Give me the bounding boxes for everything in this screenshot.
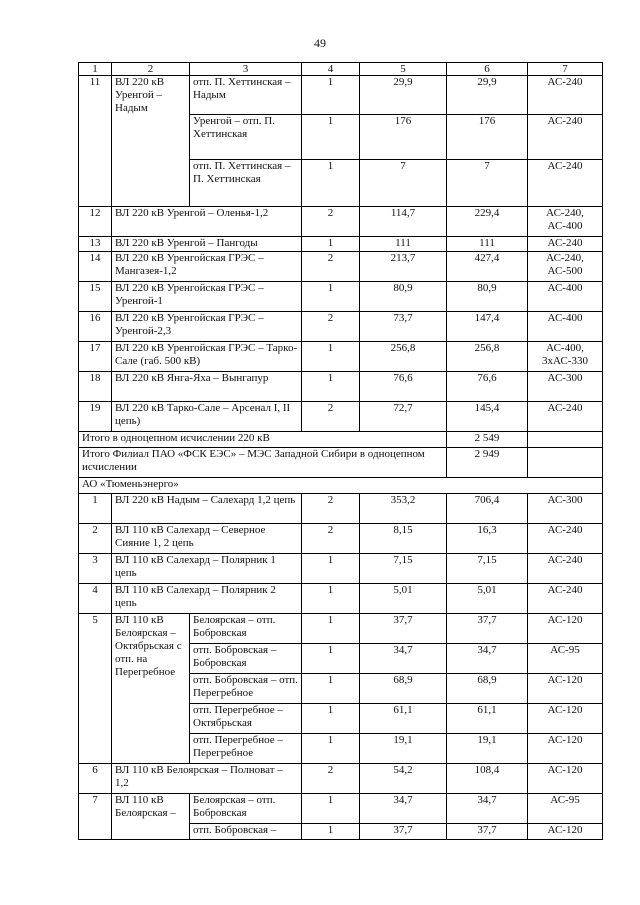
circuit-count: 1	[302, 614, 360, 644]
circuit-count: 1	[302, 674, 360, 704]
line-name: ВЛ 110 кВ Салехард – Северное Сияние 1, 2 цепь	[112, 524, 302, 554]
power-lines-table	[78, 62, 603, 840]
length-km: 73,7	[360, 312, 447, 342]
single-circuit-length: 229,4	[447, 207, 528, 237]
single-circuit-length: 80,9	[447, 282, 528, 312]
single-circuit-length: 61,1	[447, 704, 528, 734]
wire-grade: АС-240	[528, 524, 603, 554]
length-km: 29,9	[360, 76, 447, 115]
length-km: 54,2	[360, 764, 447, 794]
length-km: 111	[360, 237, 447, 252]
circuit-count: 1	[302, 282, 360, 312]
single-circuit-length: 176	[447, 115, 528, 160]
single-circuit-length: 37,7	[447, 614, 528, 644]
length-km: 68,9	[360, 674, 447, 704]
table-row	[79, 312, 603, 342]
wire-grade: АС-240	[528, 237, 603, 252]
line-name: ВЛ 220 кВ Надым – Салехард 1,2 цепь	[112, 494, 302, 524]
segment-name: Уренгой – отп. П. Хеттинская	[190, 115, 302, 160]
line-name: ВЛ 220 кВ Уренгойская ГРЭС – Мангазея-1,2	[112, 252, 302, 282]
line-name: ВЛ 220 кВ Уренгой – Надым	[112, 76, 190, 207]
row-number: 1	[79, 494, 112, 524]
wire-grade: АС-95	[528, 644, 603, 674]
length-km: 114,7	[360, 207, 447, 237]
line-name: ВЛ 220 кВ Уренгойская ГРЭС – Уренгой-1	[112, 282, 302, 312]
header-cell: 2	[112, 63, 190, 76]
table-row	[79, 76, 603, 115]
header-cell: 6	[447, 63, 528, 76]
table-row	[79, 764, 603, 794]
table-row	[79, 794, 603, 824]
circuit-count: 1	[302, 554, 360, 584]
single-circuit-length: 5,01	[447, 584, 528, 614]
section-title: АО «Тюменьэнерго»	[79, 478, 603, 494]
single-circuit-length: 34,7	[447, 794, 528, 824]
header-cell: 5	[360, 63, 447, 76]
segment-name: отп. П. Хеттинская – П. Хеттинская	[190, 160, 302, 207]
table-row	[79, 282, 603, 312]
total-label: Итого в одноцепном исчислении 220 кВ	[79, 432, 447, 448]
row-number: 5	[79, 614, 112, 764]
wire-grade: АС-240	[528, 76, 603, 115]
row-number: 2	[79, 524, 112, 554]
wire-grade: АС-300	[528, 494, 603, 524]
wire-grade: АС-240, АС-400	[528, 207, 603, 237]
line-name: ВЛ 220 кВ Янга-Яха – Вынгапур	[112, 372, 302, 402]
wire-grade: АС-240, АС-500	[528, 252, 603, 282]
line-name: ВЛ 110 кВ Белоярская – Октябрьская с отп. на Перегребное	[112, 614, 190, 764]
length-km: 34,7	[360, 644, 447, 674]
segment-name: отп. Перегребное – Октябрьская	[190, 704, 302, 734]
segment-name: отп. П. Хеттинская – Надым	[190, 76, 302, 115]
circuit-count: 2	[302, 312, 360, 342]
row-number: 17	[79, 342, 112, 372]
length-km: 256,8	[360, 342, 447, 372]
row-number: 4	[79, 584, 112, 614]
single-circuit-length: 145,4	[447, 402, 528, 432]
line-name: ВЛ 110 кВ Салехард – Полярник 1 цепь	[112, 554, 302, 584]
row-number: 12	[79, 207, 112, 237]
row-number: 13	[79, 237, 112, 252]
single-circuit-length: 19,1	[447, 734, 528, 764]
single-circuit-length: 7,15	[447, 554, 528, 584]
wire-grade: АС-240	[528, 584, 603, 614]
empty-cell	[528, 448, 603, 478]
circuit-count: 1	[302, 76, 360, 115]
wire-grade: АС-240	[528, 160, 603, 207]
wire-grade: АС-240	[528, 115, 603, 160]
wire-grade: АС-300	[528, 372, 603, 402]
length-km: 61,1	[360, 704, 447, 734]
single-circuit-length: 7	[447, 160, 528, 207]
segment-name: отп. Перегребное – Перегребное	[190, 734, 302, 764]
wire-grade: АС-120	[528, 674, 603, 704]
row-number: 3	[79, 554, 112, 584]
length-km: 8,15	[360, 524, 447, 554]
wire-grade: АС-240	[528, 554, 603, 584]
total-label: Итого Филиал ПАО «ФСК ЕЭС» – МЭС Западной Сибири в одноцепном исчислении	[79, 448, 447, 478]
length-km: 5,01	[360, 584, 447, 614]
row-number: 6	[79, 764, 112, 794]
single-circuit-length: 427,4	[447, 252, 528, 282]
circuit-count: 2	[302, 252, 360, 282]
page-number: 49	[314, 36, 326, 50]
wire-grade: АС-400, 3хАС-330	[528, 342, 603, 372]
total-row	[79, 432, 603, 448]
length-km: 37,7	[360, 824, 447, 840]
line-name: ВЛ 220 кВ Уренгойская ГРЭС – Уренгой-2,3	[112, 312, 302, 342]
row-number: 14	[79, 252, 112, 282]
circuit-count: 1	[302, 160, 360, 207]
single-circuit-length: 29,9	[447, 76, 528, 115]
circuit-count: 1	[302, 342, 360, 372]
table-row	[79, 402, 603, 432]
single-circuit-length: 706,4	[447, 494, 528, 524]
row-number: 18	[79, 372, 112, 402]
table-row	[79, 584, 603, 614]
circuit-count: 1	[302, 115, 360, 160]
segment-name: отп. Бобровская –	[190, 824, 302, 840]
circuit-count: 2	[302, 524, 360, 554]
circuit-count: 1	[302, 237, 360, 252]
circuit-count: 1	[302, 704, 360, 734]
single-circuit-length: 16,3	[447, 524, 528, 554]
circuit-count: 1	[302, 372, 360, 402]
row-number: 11	[79, 76, 112, 207]
length-km: 34,7	[360, 794, 447, 824]
header-cell: 7	[528, 63, 603, 76]
wire-grade: АС-240	[528, 402, 603, 432]
table-row	[79, 237, 603, 252]
length-km: 353,2	[360, 494, 447, 524]
single-circuit-length: 76,6	[447, 372, 528, 402]
circuit-count: 1	[302, 794, 360, 824]
circuit-count: 1	[302, 584, 360, 614]
single-circuit-length: 256,8	[447, 342, 528, 372]
single-circuit-length: 111	[447, 237, 528, 252]
length-km: 176	[360, 115, 447, 160]
table-row	[79, 207, 603, 237]
wire-grade: АС-120	[528, 764, 603, 794]
table-row	[79, 252, 603, 282]
total-row	[79, 448, 603, 478]
segment-name: Белоярская – отп. Бобровская	[190, 614, 302, 644]
total-value: 2 949	[447, 448, 528, 478]
single-circuit-length: 147,4	[447, 312, 528, 342]
segment-name: Белоярская – отп. Бобровская	[190, 794, 302, 824]
line-name: ВЛ 220 кВ Уренгой – Оленья-1,2	[112, 207, 302, 237]
table-row	[79, 554, 603, 584]
table-row	[79, 524, 603, 554]
section-row	[79, 478, 603, 494]
circuit-count: 2	[302, 402, 360, 432]
single-circuit-length: 37,7	[447, 824, 528, 840]
segment-name: отп. Бобровская – отп. Перегребное	[190, 674, 302, 704]
circuit-count: 2	[302, 764, 360, 794]
circuit-count: 1	[302, 824, 360, 840]
line-name: ВЛ 220 кВ Уренгой – Пангоды	[112, 237, 302, 252]
wire-grade: АС-400	[528, 282, 603, 312]
table-row	[79, 372, 603, 402]
row-number: 15	[79, 282, 112, 312]
single-circuit-length: 108,4	[447, 764, 528, 794]
single-circuit-length: 34,7	[447, 644, 528, 674]
length-km: 7,15	[360, 554, 447, 584]
wire-grade: АС-120	[528, 614, 603, 644]
table-row	[79, 614, 603, 644]
wire-grade: АС-120	[528, 824, 603, 840]
line-name: ВЛ 110 кВ Белоярская – Полноват – 1,2	[112, 764, 302, 794]
single-circuit-length: 68,9	[447, 674, 528, 704]
length-km: 76,6	[360, 372, 447, 402]
circuit-count: 2	[302, 494, 360, 524]
line-name: ВЛ 220 кВ Тарко-Сале – Арсенал I, II цепь)	[112, 402, 302, 432]
length-km: 19,1	[360, 734, 447, 764]
length-km: 213,7	[360, 252, 447, 282]
wire-grade: АС-400	[528, 312, 603, 342]
row-number: 16	[79, 312, 112, 342]
table-header-row	[79, 63, 603, 76]
wire-grade: АС-95	[528, 794, 603, 824]
empty-cell	[528, 432, 603, 448]
circuit-count: 1	[302, 734, 360, 764]
header-cell: 4	[302, 63, 360, 76]
table-row	[79, 342, 603, 372]
total-value: 2 549	[447, 432, 528, 448]
row-number: 7	[79, 794, 112, 840]
header-cell: 3	[190, 63, 302, 76]
segment-name: отп. Бобровская – Бобровская	[190, 644, 302, 674]
length-km: 37,7	[360, 614, 447, 644]
table-row	[79, 494, 603, 524]
line-name: ВЛ 220 кВ Уренгойская ГРЭС – Тарко-Сале (габ. 500 кВ)	[112, 342, 302, 372]
row-number: 19	[79, 402, 112, 432]
wire-grade: АС-120	[528, 734, 603, 764]
line-name: ВЛ 110 кВ Белоярская –	[112, 794, 190, 840]
header-cell: 1	[79, 63, 112, 76]
length-km: 72,7	[360, 402, 447, 432]
line-name: ВЛ 110 кВ Салехард – Полярник 2 цепь	[112, 584, 302, 614]
length-km: 80,9	[360, 282, 447, 312]
circuit-count: 1	[302, 644, 360, 674]
length-km: 7	[360, 160, 447, 207]
wire-grade: АС-120	[528, 704, 603, 734]
circuit-count: 2	[302, 207, 360, 237]
